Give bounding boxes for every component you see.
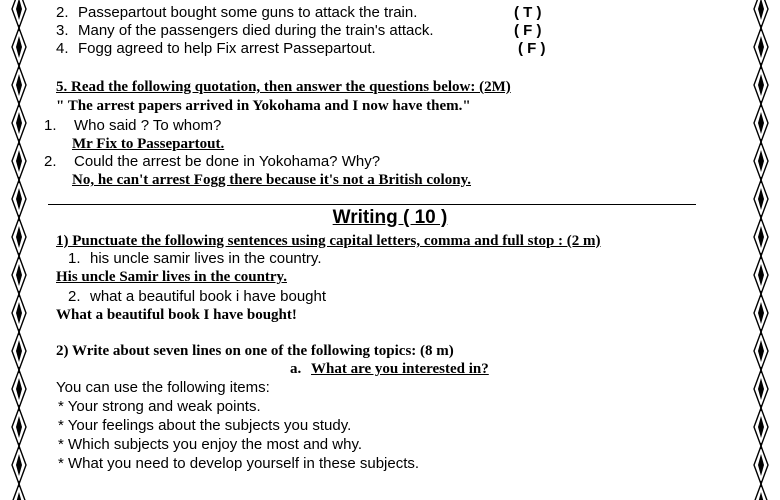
tf-item-4-text: Fogg agreed to help Fix arrest Passepartout. <box>78 40 376 57</box>
question-1-number: 1. <box>44 117 57 134</box>
topic-letter: a. <box>290 361 302 377</box>
punctuate-heading: 1) Punctuate the following sentences using capital letters, comma and full stop : (2 m) <box>56 233 601 249</box>
question-1-answer: Mr Fix to Passepartout. <box>72 136 225 152</box>
topic-title: What are you interested in? <box>311 361 489 377</box>
right-decorative-border <box>752 0 770 500</box>
question-2-answer: No, he can't arrest Fogg there because it's not a British colony. <box>72 172 471 188</box>
tf-item-4-number: 4. <box>56 40 69 57</box>
punctuate-item-1-sentence: his uncle samir lives in the country. <box>90 250 322 267</box>
punctuate-item-2-answer: What a beautiful book I have bought! <box>56 307 297 323</box>
border-diamond-core <box>758 112 764 134</box>
border-diamond-core <box>16 150 22 172</box>
border-diamond-core <box>16 0 22 20</box>
punctuate-item-2-sentence: what a beautiful book i have bought <box>90 288 327 305</box>
border-diamond-core <box>758 340 764 362</box>
tf-item-4-answer: ( F ) <box>518 40 546 57</box>
tf-item-2-text: Passepartout bought some guns to attack the train. <box>78 4 418 21</box>
border-diamond-core <box>16 416 22 438</box>
border-diamond-core <box>16 302 22 324</box>
quotation-text: " The arrest papers arrived in Yokohama and I now have them." <box>56 98 471 114</box>
quotation-heading: 5. Read the following quotation, then answer the questions below: (2M) <box>56 79 511 95</box>
question-2-number: 2. <box>44 153 57 170</box>
border-diamond-core <box>758 74 764 96</box>
border-diamond-core <box>16 36 22 58</box>
border-diamond-core <box>758 378 764 400</box>
tf-item-3-answer: ( F ) <box>514 22 542 39</box>
border-diamond-core <box>16 112 22 134</box>
topics-heading: 2) Write about seven lines on one of the following topics: (8 m) <box>56 343 454 359</box>
punctuate-item-1-number: 1. <box>68 250 81 267</box>
border-diamond-core <box>758 492 764 500</box>
left-decorative-border <box>10 0 28 500</box>
border-diamond-core <box>16 378 22 400</box>
border-diamond-core <box>16 74 22 96</box>
question-1-text: Who said ? To whom? <box>74 117 222 134</box>
topic-bullet: * Which subjects you enjoy the most and why. <box>58 436 363 453</box>
border-diamond-core <box>758 36 764 58</box>
tf-item-2-number: 2. <box>56 4 69 21</box>
border-diamond-core <box>758 416 764 438</box>
border-diamond-core <box>758 454 764 476</box>
topic-bullet: * Your feelings about the subjects you study. <box>58 417 352 434</box>
topic-bullet: * What you need to develop yourself in these subjects. <box>58 455 420 472</box>
border-diamond-core <box>758 264 764 286</box>
tf-item-3-number: 3. <box>56 22 69 39</box>
punctuate-item-2-number: 2. <box>68 288 81 305</box>
punctuate-item-1-answer: His uncle Samir lives in the country. <box>56 269 287 285</box>
border-diamond-core <box>16 454 22 476</box>
writing-section-title: Writing ( 10 ) <box>332 207 448 228</box>
border-diamond-core <box>16 264 22 286</box>
border-diamond-core <box>16 340 22 362</box>
topics-intro: You can use the following items: <box>56 379 270 396</box>
section-divider <box>48 204 696 205</box>
question-2-text: Could the arrest be done in Yokohama? Why? <box>74 153 381 170</box>
border-diamond-core <box>758 150 764 172</box>
border-diamond-core <box>758 0 764 20</box>
border-diamond-core <box>758 226 764 248</box>
tf-item-2-answer: ( T ) <box>514 4 542 21</box>
border-diamond-core <box>16 492 22 500</box>
border-diamond-core <box>758 302 764 324</box>
tf-item-3-text: Many of the passengers died during the train's attack. <box>78 22 434 39</box>
border-diamond-core <box>16 226 22 248</box>
topic-bullet: * Your strong and weak points. <box>58 398 261 415</box>
